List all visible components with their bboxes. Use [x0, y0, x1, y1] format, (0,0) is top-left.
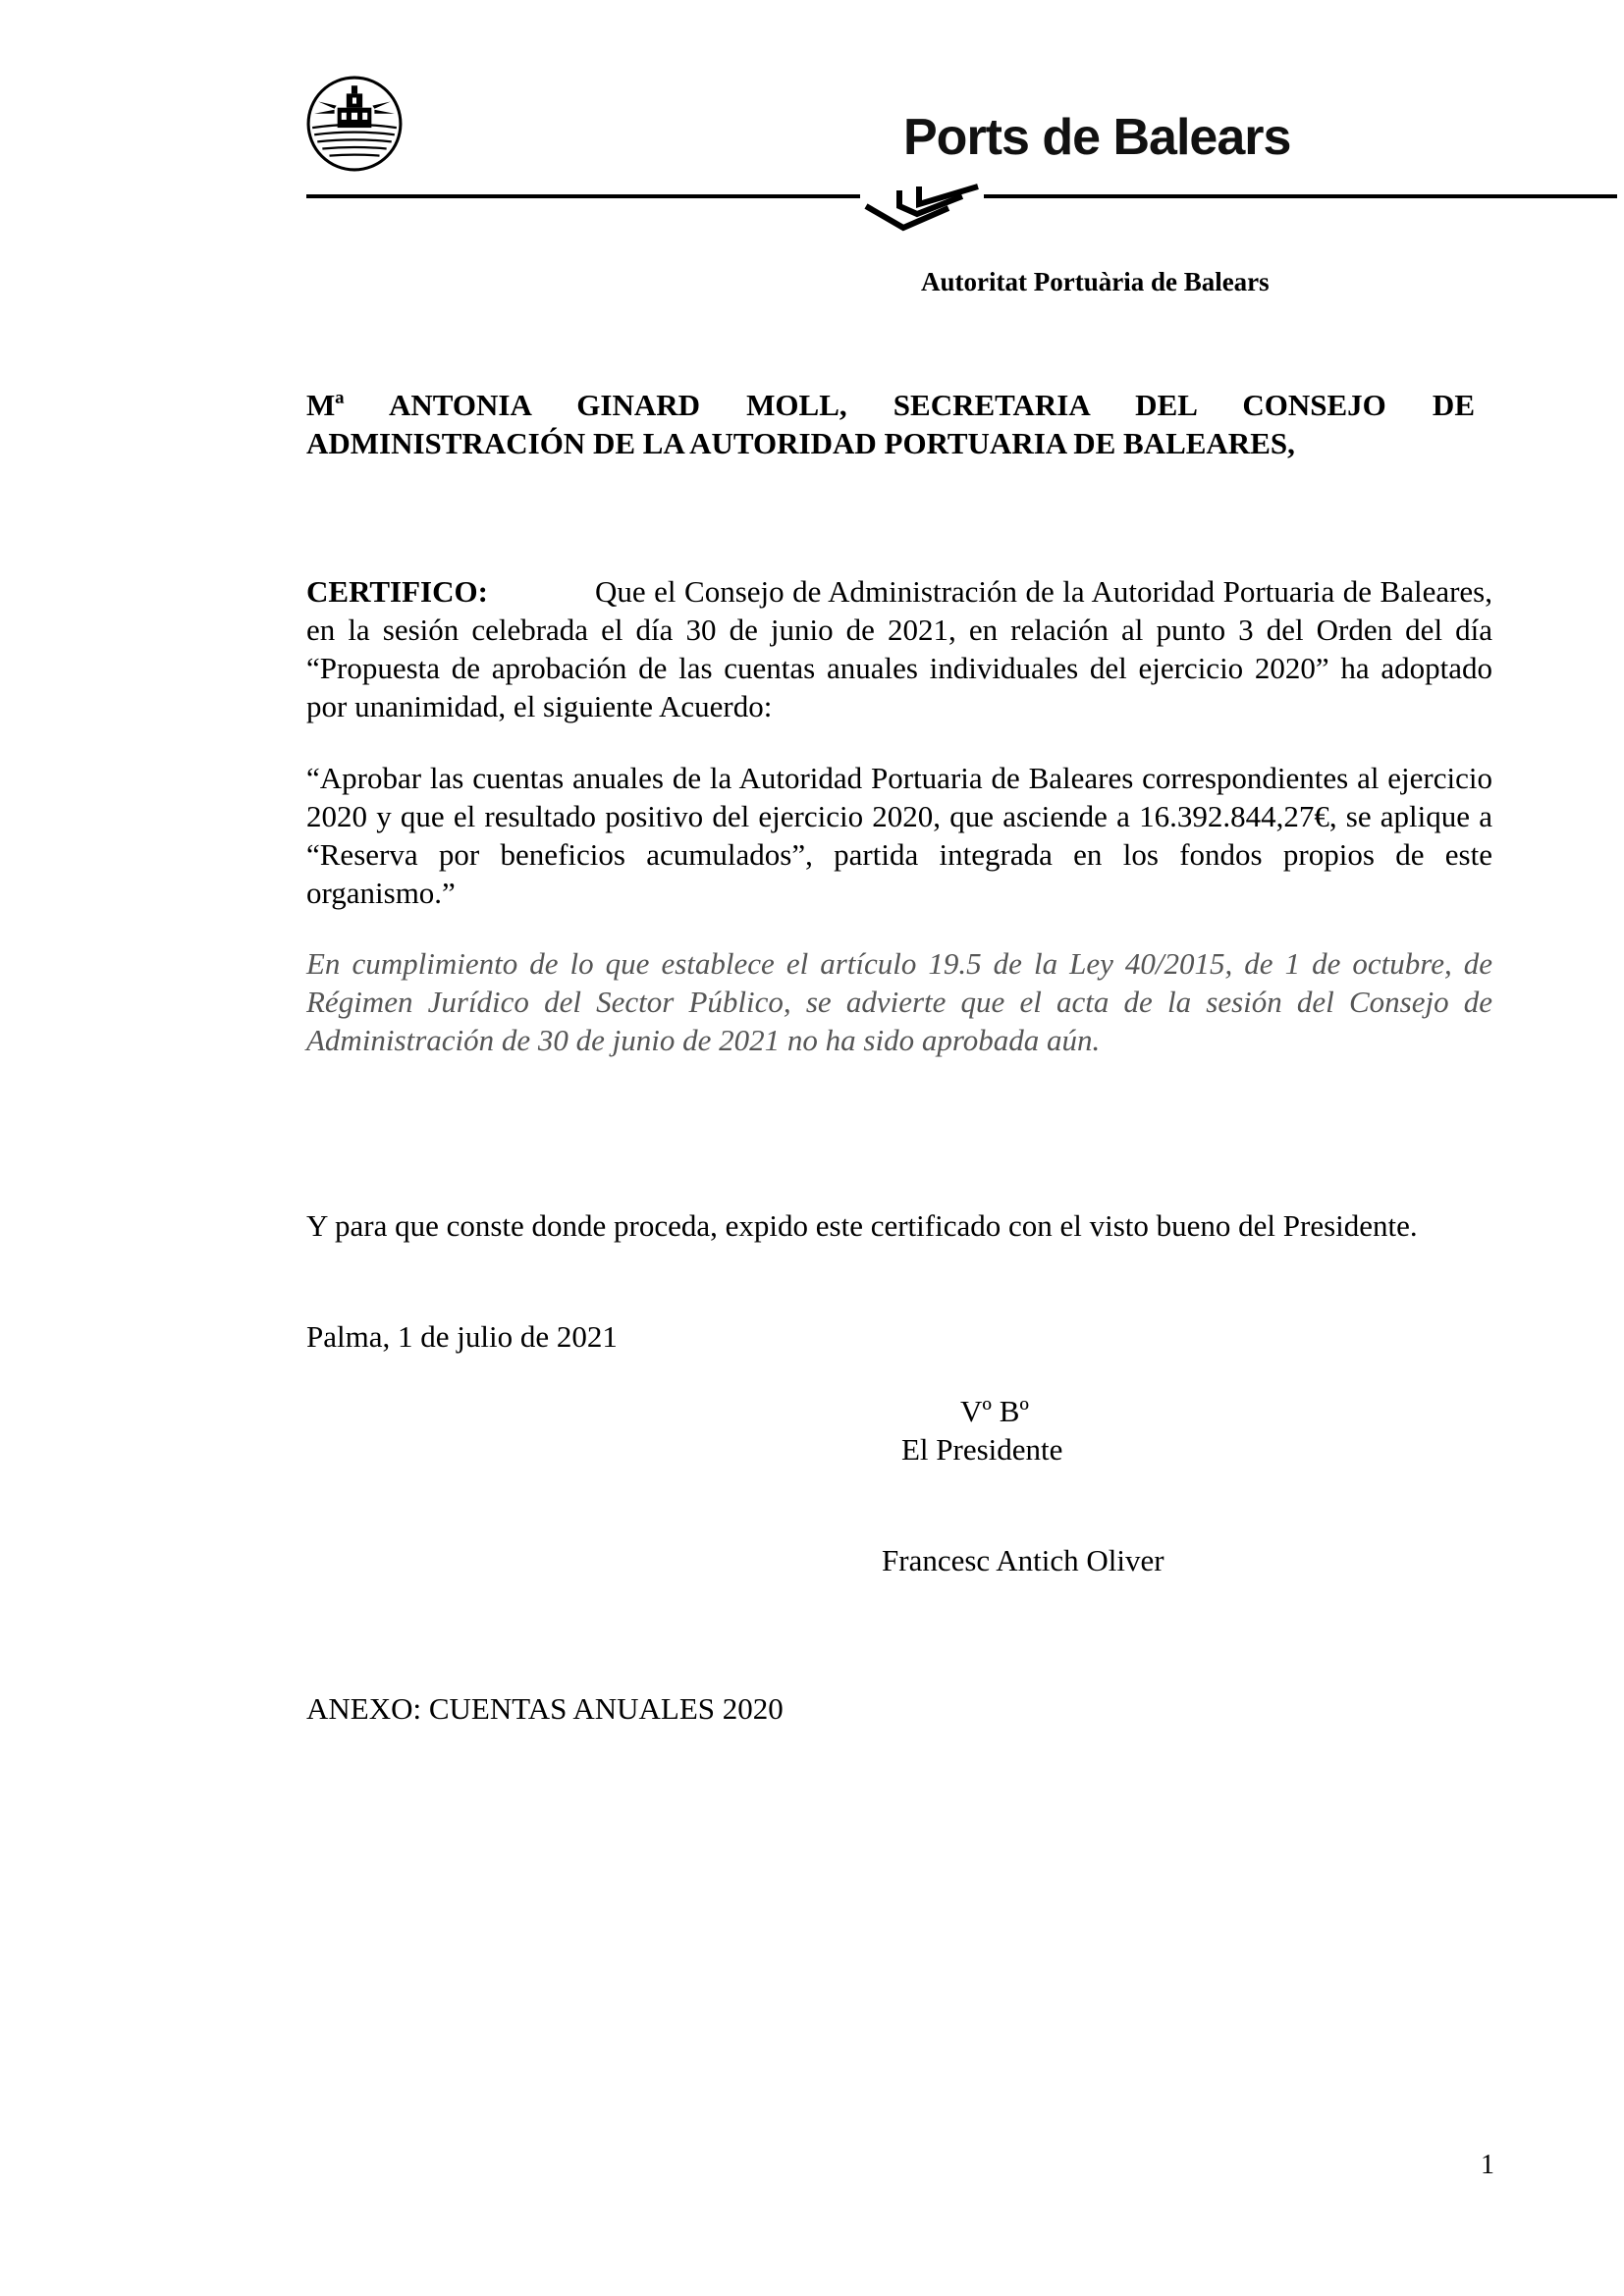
legal-note-paragraph: En cumplimiento de lo que establece el artículo 19.5 de la Ley 40/2015, de 1 de octubre, de Régimen Jurídico del Sector Público, se advierte que el acta de la sesión del Consejo de Administración de 30 de junio de 2021 no ha sido aprobada aún.: [306, 946, 1492, 1057]
authority-name: Autoritat Portuària de Balears: [921, 267, 1270, 296]
brand-name: Ports de Balears: [903, 109, 1291, 166]
certifico-label: CERTIFICO:: [306, 574, 488, 609]
visto-bueno: Vº Bº: [960, 1394, 1030, 1428]
port-authority-seal-icon: [304, 74, 405, 174]
annex-label: ANEXO: CUENTAS ANUALES 2020: [306, 1691, 784, 1726]
place-date: Palma, 1 de julio de 2021: [306, 1319, 618, 1354]
president-title: El Presidente: [901, 1432, 1063, 1467]
closing-statement: Y para que conste donde proceda, expido este certificado con el visto bueno del Presidente.: [306, 1208, 1418, 1243]
certifier-heading: Mª ANTONIA GINARD MOLL, SECRETARIA DEL CONSEJO DE ADMINISTRACIÓN DE LA AUTORIDAD PORTUARIA DE BALEARES,: [306, 388, 1475, 460]
ports-de-balears-emblem-icon: [860, 183, 984, 240]
page-number: 1: [1481, 2150, 1494, 2180]
certification-paragraph: [306, 572, 1492, 725]
signer-name: Francesc Antich Oliver: [882, 1543, 1164, 1577]
certification-text: Que el Consejo de Administración de la Autoridad Portuaria de Baleares, en la sesión celebrada el día 30 de junio de 2021, en relación al punto 3 del Orden del día “Propuesta de aprobación de las cuentas anuales individuales del ejercicio 2020” ha adoptado por unanimidad, el siguiente Acuerdo:: [306, 574, 1492, 723]
agreement-paragraph: “Aprobar las cuentas anuales de la Autoridad Portuaria de Baleares correspondientes al ejercicio 2020 y que el resultado positivo del ejercicio 2020, que asciende a 16.392.844,27€, se aplique a “Reserva por beneficios acumulados”, partida integrada en los fondos propios de este organismo.”: [306, 761, 1492, 910]
